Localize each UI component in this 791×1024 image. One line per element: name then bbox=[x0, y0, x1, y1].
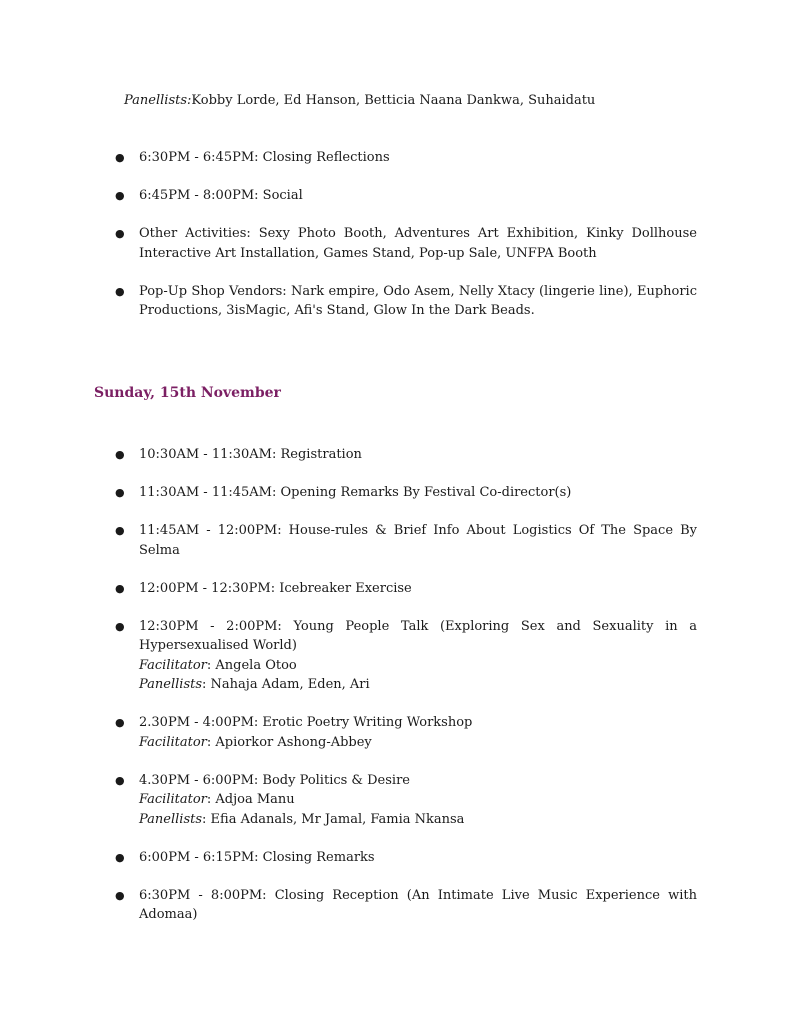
facilitator-line bbox=[139, 656, 697, 676]
section-heading: Sunday, 15th November bbox=[94, 385, 281, 401]
panellists-line bbox=[139, 810, 697, 830]
bullet-icon: ● bbox=[115, 773, 125, 787]
panellists-line bbox=[139, 675, 697, 695]
facilitator-line bbox=[139, 790, 697, 810]
list-item bbox=[115, 186, 697, 206]
item-text: 11:30AM - 11:45AM: Opening Remarks By Festival Co-director(s) bbox=[139, 485, 572, 500]
item-text: 10:30AM - 11:30AM: Registration bbox=[139, 447, 362, 462]
bullet-icon: ● bbox=[115, 227, 125, 240]
panellists-label: Panellists: bbox=[124, 93, 192, 108]
item-text: 6:30PM - 6:45PM: Closing Reflections bbox=[139, 150, 390, 165]
list-item bbox=[115, 886, 697, 925]
panellists-names: : Nahaja Adam, Eden, Ari bbox=[202, 677, 370, 692]
bullet-icon: ● bbox=[115, 850, 125, 864]
panellists-label: Panellists bbox=[139, 811, 203, 827]
item-text: Other Activities: Sexy Photo Booth, Adventures Art Exhibition, Kinky Dollhouse Interactive Art Installation, Games Stand, Pop-up Sale, UNFPA Booth bbox=[139, 226, 697, 261]
saturday-schedule-list bbox=[115, 148, 697, 339]
facilitator-label: Facilitator bbox=[139, 657, 207, 673]
item-text: 6:30PM - 8:00PM: Closing Reception (An Intimate Live Music Experience with Adomaa) bbox=[139, 887, 697, 922]
list-item bbox=[115, 148, 697, 168]
panellists-line bbox=[124, 91, 724, 111]
sunday-schedule-list bbox=[115, 445, 697, 943]
list-item bbox=[115, 713, 697, 752]
bullet-icon: ● bbox=[115, 189, 125, 202]
bullet-icon: ● bbox=[115, 524, 125, 537]
list-item bbox=[115, 771, 697, 830]
bullet-icon: ● bbox=[115, 716, 125, 729]
bullet-icon: ● bbox=[115, 486, 125, 499]
list-item bbox=[115, 617, 697, 695]
bullet-icon: ● bbox=[115, 284, 125, 298]
facilitator-line bbox=[139, 733, 697, 753]
list-item bbox=[115, 579, 697, 599]
list-item bbox=[115, 445, 697, 465]
list-item bbox=[115, 521, 697, 560]
facilitator-name: : Adjoa Manu bbox=[206, 792, 295, 807]
panellists-names: Kobby Lorde, Ed Hanson, Betticia Naana Dankwa, Suhaidatu bbox=[191, 93, 596, 108]
panellists-label: Panellists bbox=[139, 677, 203, 692]
item-text: 6:45PM - 8:00PM: Social bbox=[139, 188, 303, 203]
item-text: 6:00PM - 6:15PM: Closing Remarks bbox=[139, 849, 375, 865]
item-text: Pop-Up Shop Vendors: Nark empire, Odo Asem, Nelly Xtacy (lingerie line), Euphoric Productions, 3isMagic, Afi's Stand, Glow In the Dark Beads. bbox=[139, 283, 697, 318]
item-text: 12:30PM - 2:00PM: Young People Talk (Exploring Sex and Sexuality in a Hypersexualised World) bbox=[139, 618, 697, 653]
item-text: 12:00PM - 12:30PM: Icebreaker Exercise bbox=[139, 580, 412, 596]
panellists-names: : Efia Adanals, Mr Jamal, Famia Nkansa bbox=[202, 811, 465, 827]
item-text: 11:45AM - 12:00PM: House-rules & Brief Info About Logistics Of The Space By Selma bbox=[139, 523, 697, 558]
list-item bbox=[115, 483, 697, 503]
item-text: 4.30PM - 6:00PM: Body Politics & Desire bbox=[139, 772, 410, 788]
list-item bbox=[115, 282, 697, 321]
item-text: 2.30PM - 4:00PM: Erotic Poetry Writing Workshop bbox=[139, 715, 473, 730]
list-item bbox=[115, 224, 697, 263]
bullet-icon: ● bbox=[115, 581, 125, 595]
facilitator-name: : Angela Otoo bbox=[206, 657, 297, 673]
bullet-icon: ● bbox=[115, 619, 125, 633]
bullet-icon: ● bbox=[115, 888, 125, 902]
bullet-icon: ● bbox=[115, 151, 125, 164]
facilitator-label: Facilitator bbox=[139, 792, 207, 807]
facilitator-name: : Apiorkor Ashong-Abbey bbox=[206, 734, 372, 750]
bullet-icon: ● bbox=[115, 448, 125, 461]
facilitator-label: Facilitator bbox=[139, 734, 207, 750]
list-item bbox=[115, 848, 697, 868]
